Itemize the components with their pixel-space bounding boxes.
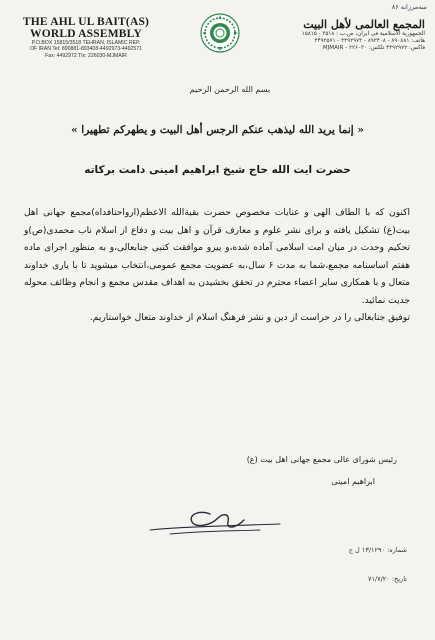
handwritten-note: سه‌مرزانه ۸۶ bbox=[391, 3, 427, 11]
letterhead-arabic bbox=[275, 18, 425, 52]
letter-body bbox=[24, 205, 410, 328]
address-en-1: P.O.BOX 15815/3518 TEHRAN, ISLAMIC REP. bbox=[31, 40, 141, 46]
fax-ar: فاکس: ۴۴۹۲۹۷۲ تلکس: ۲۲۶۰۳۰ - MJMAIR bbox=[322, 45, 425, 51]
address-en-2: OF IRAN Tel: 890881-893408-4492973-4492571 bbox=[29, 46, 143, 53]
org-name-line2-en: WORLD ASSEMBLY bbox=[30, 28, 142, 40]
quran-verse: « إنما یرید الله لیذهب عنکم الرجس أهل البیت و یطهرکم تطهیرا » bbox=[71, 124, 364, 136]
recipient-greeting: حضرت ایت الله حاج شیخ ابراهیم امینی دامت برکاته bbox=[84, 164, 351, 176]
handwritten-signature-icon bbox=[140, 500, 290, 540]
organization-emblem-icon bbox=[199, 12, 241, 54]
body-paragraph-1: اکنون که با الطاف الهی و عنایات مخصوص حضرت بقیةالله الاعظم(ارواحنافداه)مجمع جهانی اهل بیت(ع) تشکیل یافته و برای نشر علوم و معارف قرآن و اهل بیت و دفاع از اسلام ناب محمدی(ص)و تحکیم وحدت در میان امت اسلامی آماده شده،و پیرو موافقت کتبی جنابعالی،و به منظور اجرای ماده هفتم اساسنامه مجمع،شما به مدت ۶ سال،به عضویت مجمع عمومی،انتخاب میشوید تا با یاری خداوند متعال و با همکاری سایر اعضاء محترم در تحقق بخشیدن به اهداف مقدس مجمع و انجام وظائف محوله جدیت نمائید. bbox=[24, 208, 410, 306]
letterhead-english bbox=[6, 16, 166, 59]
basmala: بسم الله الرحمن الرحیم bbox=[189, 85, 271, 94]
address-ar: الجمهوریة الاسلامیة فی ایران، ص.ب : ۳۵۱۸ - ۱۵۸۱۵ bbox=[301, 31, 425, 37]
body-paragraph-2: توفیق جنابعالی را در حراست از دین و نشر فرهنگ اسلام از خداوند متعال خواستاریم. bbox=[89, 313, 410, 323]
letter-number: شماره: ۱۳/۱۲۹۰ ل ج bbox=[348, 546, 407, 554]
letter-date: تاریخ: ۷۱/۷/۲۰ bbox=[367, 575, 407, 583]
org-name-line1-en: THE AHL UL BAIT(AS) bbox=[22, 16, 150, 28]
signatory-title: رئیس شورای عالی مجمع جهانی اهل بیت (ع) bbox=[246, 455, 397, 464]
signatory-name: ابراهیم امینی bbox=[331, 477, 375, 486]
fax-en: Fax: 4492972 Tlx: 226030-MJMAIR bbox=[45, 52, 127, 59]
org-name-ar: المجمع العالمی لأهل البیت bbox=[303, 18, 425, 31]
phone-ar: هاتف: ۸۹۰۸۸۱ - ۸۹۳۴۰۸ - ۴۴۹۲۹۷۳ - ۴۴۹۲۵۷۱ bbox=[314, 38, 425, 44]
